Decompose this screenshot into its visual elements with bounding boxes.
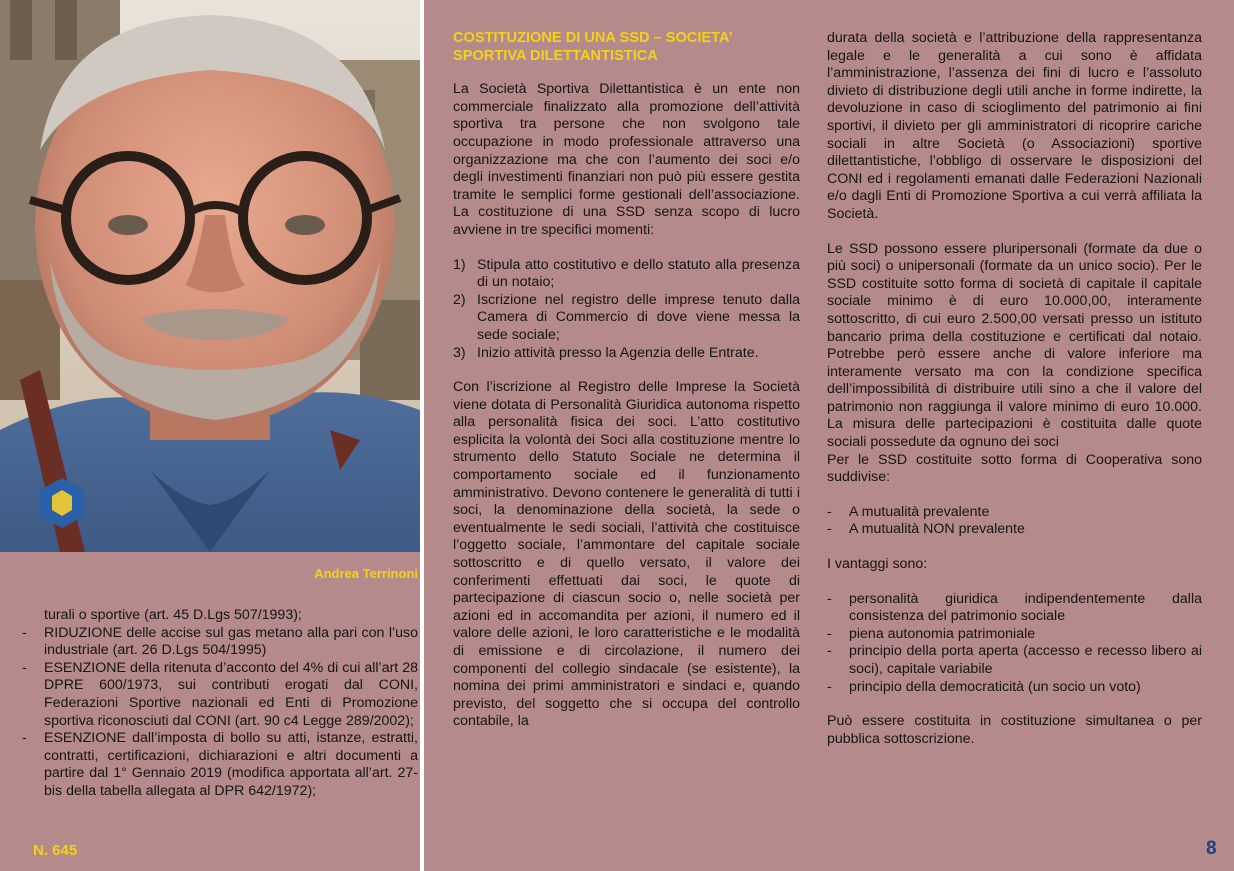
coop-list <box>827 504 1202 539</box>
portrait-image <box>0 0 420 552</box>
list-item-text: piena autonomia patrimoniale <box>849 625 1036 642</box>
paragraph: Può essere costituita in costituzione simultanea o per pubblica sottoscrizione. <box>827 713 1202 747</box>
list-item <box>453 257 800 292</box>
list-item <box>827 679 1202 697</box>
list-item-text: Inizio attività presso la Agenzia delle Entrate. <box>477 344 759 361</box>
column-separator <box>420 0 424 871</box>
column-left <box>22 607 418 818</box>
dash-marker: - <box>22 624 27 641</box>
list-item-text: ESENZIONE della ritenuta d’acconto del 4% di cui all’art 28 DPRE 600/1973, sui contributi erogati dal CONI, Federazioni Sportive nazionali ed Enti di Promozione sportiva riconosciuti dal CONI (art. 90 c4 Legge 289/2002); <box>44 659 418 729</box>
paragraph: Per le SSD costituite sotto forma di Cooperativa sono suddivise: <box>827 451 1202 486</box>
list-item <box>827 521 1202 539</box>
paragraph: durata della società e l’attribuzione della rappresentanza legale e le generalità a cui sono è affidata l’amministrazione, l’assenza dei fini di lucro e l’assoluto divieto di distribuzione degli utili anche in forme indirette, la devoluzione in caso di scioglimento del patrimonio ai fini sportivi, il divieto per gli amministratori di ricoprire cariche sociali in altre Società (o Associazioni) sportive dilettantistiche, l’obbligo di osservare le disposizioni del CONI ed i regolamenti emanati dalle Federazioni Nazionali e/o dagli Enti di Promozione Sportiva a cui verrà affiliata la Società. <box>827 30 1202 222</box>
step-number: 1) <box>453 256 466 273</box>
list-item <box>22 730 418 800</box>
list-item-text: principio della porta aperta (accesso e recesso libero ai soci), capitale variabile <box>849 643 1202 677</box>
list-item <box>453 292 800 345</box>
step-number: 2) <box>453 291 466 308</box>
dash-marker: - <box>22 659 27 676</box>
dash-marker: - <box>827 678 832 695</box>
dash-marker: - <box>827 625 832 642</box>
photo-caption: Andrea Terrinoni <box>314 566 418 581</box>
paragraph: I vantaggi sono: <box>827 556 928 573</box>
list-item-text: personalità giuridica indipendentemente dalla consistenza del patrimonio sociale <box>849 590 1202 625</box>
list-item <box>827 591 1202 626</box>
list-item-text: Stipula atto costitutivo e dello statuto alla presenza di un notaio; <box>477 256 800 291</box>
dash-marker: - <box>827 643 832 660</box>
advantages-list <box>827 591 1202 697</box>
list-item-text: RIDUZIONE delle accise sul gas metano alla pari con l’uso industriale (art. 26 D.Lgs 504/1995) <box>44 624 418 659</box>
paragraph: Le SSD possono essere pluripersonali (formate da due o più soci) o unipersonali (formate da un unico socio). Per le SSD costituite sotto forma di società di capitale il capitale sociale minimo è di euro 10.000,00, interamente sottoscritto, di cui euro 2.500,00 versati presso un istituto bancario prima della costituzione e certificati dal notaio. Potrebbe però essere anche di valore inferiore ma interamente versato ma con la condizione specifica dell’impossibilità di distribuire utili sino a che il valore del patrimonio non raggiunga il valore minimo di euro 10.000. La misura delle partecipazioni è costituita dalle quote sociali possedute da ognuno dei soci <box>827 240 1202 451</box>
dash-marker: - <box>22 730 27 747</box>
list-item-text: A mutualità NON prevalente <box>849 521 1025 538</box>
author-photo <box>0 0 420 552</box>
issue-number: N. 645 <box>33 842 78 859</box>
section-heading: COSTITUZIONE DI UNA SSD – SOCIETA’ SPORTIVA DILETTANTISTICA <box>453 30 732 64</box>
list-item <box>827 643 1202 678</box>
paragraph: La Società Sportiva Dilettantistica è un ente non commerciale finalizzato alla promozione dell’attività sportiva tra persone che non svolgono tale occupazione in modo professionale attraverso una organizzazione ma che con l’aumento dei soci e/o degli investimenti finanziari non può più essere gestita tramite le semplici forme gestionali dell’associazione. La costituzione di una SSD senza scopo di lucro avviene in tre specifici momenti: <box>453 81 800 238</box>
dash-marker: - <box>827 590 832 607</box>
steps-list <box>453 257 800 363</box>
list-item <box>453 345 800 363</box>
column-middle <box>453 30 800 748</box>
column-right <box>827 30 1202 765</box>
paragraph: Con l’iscrizione al Registro delle Imprese la Società viene dotata di Personalità Giuridica autonoma rispetto alla personalità fisica dei soci. L’atto costitutivo esplicita la volontà dei Soci alla costituzione mentre lo strumento dello Statuto Sociale ne determina il comportamento sociale ed il funzionamento amministrativo. Devono contenere le generalità di tutti i soci, la denominazione della società, la sede o eventualmente le sedi sociali, l’attività che costituisce l’oggetto sociale, l’ammontare del capitale sociale sottoscritto e di quello versato, il valore dei conferimenti effettuati dai soci, le quote di partecipazione di ciascun socio o, nelle società per azioni ed in accomandita per azioni, il numero ed il valore delle azioni, le loro caratteristiche e le modalità di emissione e di circolazione, il numero dei componenti del collegio sindacale (se esistente), la nomina dei primi amministratori e sindaci e, quando previsto, del soggetto che si occupa del controllo contabile, la <box>453 379 800 730</box>
list-item <box>827 626 1202 644</box>
continued-line: turali o sportive (art. 45 D.Lgs 507/1993); <box>44 607 302 623</box>
dash-marker: - <box>827 503 832 520</box>
list-item-text: principio della democraticità (un socio un voto) <box>849 678 1141 695</box>
benefits-list <box>22 625 418 801</box>
list-item-text: Iscrizione nel registro delle imprese tenuto dalla Camera di Commercio di dove viene messa la sede sociale; <box>477 291 800 343</box>
list-item <box>22 660 418 730</box>
step-number: 3) <box>453 344 466 361</box>
page-number: 8 <box>1206 838 1217 859</box>
list-item <box>827 504 1202 522</box>
list-item-text: A mutualità prevalente <box>849 503 990 520</box>
list-item-text: ESENZIONE dall’imposta di bollo su atti, istanze, estratti, contratti, certificazioni, dichiarazioni e altri documenti a partire dal 1° Gennaio 2019 (modifica apportata all’art. 27-bis della tabella allegata al DPR 642/1972); <box>44 730 418 799</box>
dash-marker: - <box>827 521 832 538</box>
list-item <box>22 625 418 660</box>
